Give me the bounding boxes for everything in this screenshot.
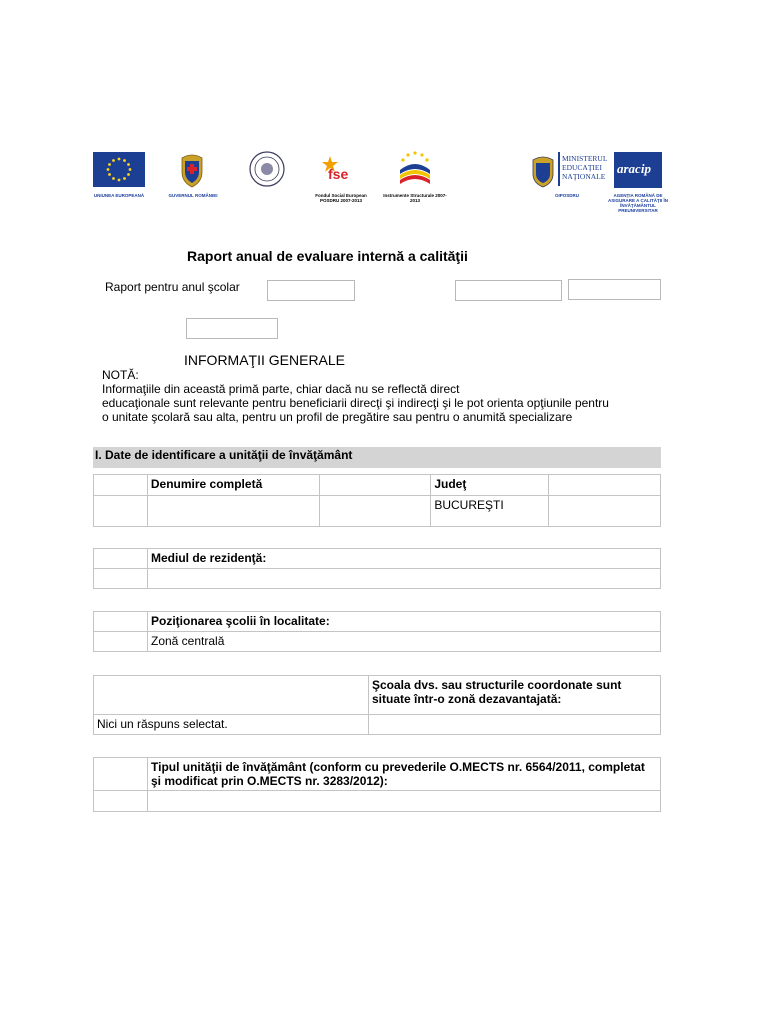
fse-logo-text: fse xyxy=(328,166,349,182)
aracip-logo xyxy=(614,152,662,188)
note-line-3: o unitate şcolară sau alta, pentru un profil de pregătire sau pentru o anumită specializare xyxy=(102,410,573,424)
disadvantaged-value[interactable]: Nici un răspuns selectat. xyxy=(94,715,369,735)
identification-table xyxy=(93,474,661,527)
unit-type-cell-empty xyxy=(94,758,148,791)
ministry-name: MINISTERUL EDUCAŢIEI NAŢIONALE xyxy=(562,154,608,181)
unit-type-value[interactable] xyxy=(148,791,661,812)
unit-type-table xyxy=(93,757,661,812)
residence-value[interactable] xyxy=(148,569,661,589)
note-line-1: Informaţiile din această primă parte, chiar dacă nu se reflectă direct xyxy=(102,382,460,396)
county-header: Judeţ xyxy=(431,475,549,496)
ministry-caption: OIPOSDRU xyxy=(554,193,579,198)
structural-instruments-logo xyxy=(394,148,436,188)
school-year-field-3[interactable] xyxy=(568,279,661,300)
position-value[interactable]: Zonă centrală xyxy=(148,632,661,652)
page-title: Raport anual de evaluare internă a calităţii xyxy=(187,248,468,264)
gov-caption: GUVERNUL ROMÂNIEI xyxy=(168,193,218,198)
note-line-2: educaţionale sunt relevante pentru beneficiarii direcţi şi indirecţi şi le pot orienta opţiunile pentru xyxy=(102,396,609,410)
id-cell-empty xyxy=(94,496,148,527)
position-header: Poziţionarea şcolii în localitate: xyxy=(148,612,661,632)
id-cell-empty xyxy=(549,496,661,527)
full-name-header: Denumire completă xyxy=(147,475,319,496)
id-cell-empty xyxy=(549,475,661,496)
seal-logo xyxy=(249,151,285,187)
disadvantaged-table xyxy=(93,675,661,735)
unit-type-header: Tipul unităţii de învăţământ (conform cu prevederile O.MECTS nr. 6564/2011, completat şi modificat prin O.MECTS nr. 3283/2012): xyxy=(148,758,661,791)
ministry-divider xyxy=(558,152,560,186)
residence-cell-empty xyxy=(94,569,148,589)
report-year-label: Raport pentru anul şcolar xyxy=(105,280,240,294)
school-year-start-field[interactable] xyxy=(267,280,355,301)
residence-header: Mediul de rezidenţă: xyxy=(148,549,661,569)
disadvantaged-header: Şcoala dvs. sau structurile coordonate sunt situate într-o zonă dezavantajată: xyxy=(369,676,661,715)
disadvantaged-cell-empty xyxy=(369,715,661,735)
position-table xyxy=(93,611,661,652)
residence-table xyxy=(93,548,661,589)
ministry-logo xyxy=(530,152,608,188)
eu-caption: UNIUNEA EUROPEANĂ xyxy=(93,193,145,198)
position-cell-empty xyxy=(94,612,148,632)
unit-type-cell-empty xyxy=(94,791,148,812)
disadvantaged-cell-empty xyxy=(94,676,369,715)
residence-cell-empty xyxy=(94,549,148,569)
school-year-field-2[interactable] xyxy=(455,280,562,301)
eu-flag-logo xyxy=(93,152,145,187)
county-value[interactable]: BUCUREŞTI xyxy=(431,496,549,527)
id-cell-empty xyxy=(94,475,148,496)
note-label: NOTĂ: xyxy=(102,368,139,382)
full-name-value[interactable] xyxy=(147,496,319,527)
fse-caption: Fondul Social European POSDRU 2007-2013 xyxy=(315,193,367,203)
general-info-heading: INFORMAŢII GENERALE xyxy=(184,352,346,368)
id-cell-empty xyxy=(319,475,431,496)
school-year-end-field[interactable] xyxy=(186,318,278,339)
gov-coat-of-arms-logo xyxy=(178,152,206,188)
is-caption: Instrumente Structurale 2007-2013 xyxy=(383,193,447,203)
section-header: I. Date de identificare a unităţii de învăţământ xyxy=(93,447,661,468)
fse-logo xyxy=(320,152,362,188)
position-cell-empty xyxy=(94,632,148,652)
aracip-caption: AGENŢIA ROMÂNĂ DE ASIGURARE A CALITĂŢII ÎN ÎNVĂŢĂMÂNTUL PREUNIVERSITAR xyxy=(608,193,668,213)
id-cell-empty xyxy=(319,496,431,527)
aracip-logo-text: aracip xyxy=(617,161,651,176)
